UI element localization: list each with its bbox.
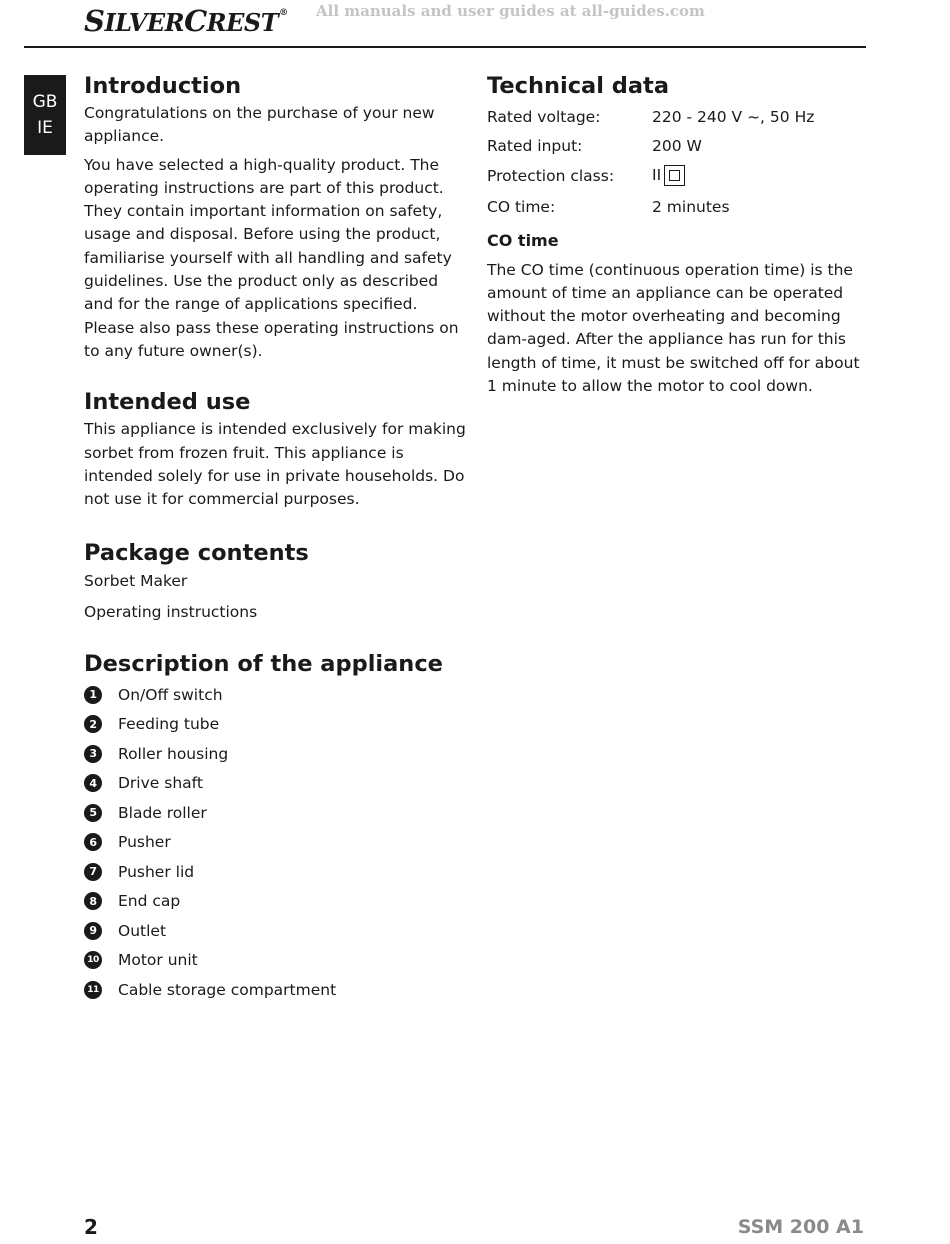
list-item (84, 916, 469, 946)
part-label: Pusher (118, 833, 171, 852)
list-item (84, 798, 469, 828)
intended-use-heading: Intended use (84, 389, 251, 416)
introduction-para-1: Congratulations on the purchase of your new appliance. (84, 104, 435, 146)
parts-list (84, 680, 469, 1005)
part-number-badge: 10 (84, 951, 102, 969)
spec-value: II (652, 165, 685, 186)
part-label: Pusher lid (118, 862, 195, 881)
co-time-text: The CO time (continuous operation time) is the amount of time an appliance can be operated without the motor overheating and becoming dam-aged. After the appliance has run for this length of time, it must be switched off for about 1 minute to allow the motor to cool down. (487, 260, 860, 395)
list-item (84, 680, 469, 710)
part-number-badge: 2 (84, 715, 102, 733)
spec-row-rated-input (487, 132, 862, 162)
part-number-badge: 6 (84, 833, 102, 851)
part-label: Cable storage compartment (118, 980, 337, 999)
header-divider (24, 46, 866, 48)
spec-row-rated-voltage (487, 102, 862, 132)
part-label: On/Off switch (118, 685, 223, 704)
page-number: 2 (84, 1215, 98, 1239)
intended-use-text: This appliance is intended exclusively for making sorbet from frozen fruit. This appliance is intended solely for use in private households. Do not use it for commercial purposes. (84, 420, 466, 509)
spec-label: CO time: (487, 198, 556, 216)
list-item (84, 828, 469, 858)
part-number-badge: 1 (84, 686, 102, 704)
part-number-badge: 11 (84, 981, 102, 999)
list-item (84, 857, 469, 887)
list-item (84, 887, 469, 917)
part-label: End cap (118, 892, 181, 911)
spec-row-co-time (487, 191, 862, 224)
part-number-badge: 3 (84, 745, 102, 763)
co-time-section (487, 229, 862, 399)
spec-label: Rated input: (487, 137, 583, 156)
part-label: Outlet (118, 921, 167, 940)
spec-value: 2 minutes (652, 198, 730, 216)
right-column (487, 70, 862, 398)
package-contents-heading: Package contents (84, 540, 309, 567)
language-tab (24, 75, 66, 155)
part-label: Drive shaft (118, 774, 203, 793)
description-heading: Description of the appliance (84, 651, 443, 678)
list-item (84, 710, 469, 740)
spec-value: 220 - 240 V ~, 50 Hz (652, 107, 815, 126)
part-number-badge: 7 (84, 863, 102, 881)
double-square-class-ii-icon (664, 165, 685, 186)
technical-data-section (487, 70, 862, 224)
list-item (84, 946, 469, 976)
model-number: SSM 200 A1 (737, 1216, 864, 1238)
part-label: Blade roller (118, 803, 207, 822)
language-code-ie: IE (37, 118, 53, 138)
package-contents-section (84, 537, 469, 624)
introduction-para-2: You have selected a high-quality product. The operating instructions are part of this product. They contain important information on safety, usage and disposal. Before using the product, familiarise yourself with all handling and safety guidelines. Use the product only as described and for the range of applications specified. Please also pass these operating instructions on to any future owner(s). (84, 155, 459, 360)
list-item (84, 739, 469, 769)
technical-data-heading: Technical data (487, 73, 669, 99)
part-label: Motor unit (118, 951, 198, 970)
introduction-section (84, 70, 469, 363)
spec-label: Protection class: (487, 166, 615, 185)
brand-logo: SILVERCREST® (84, 4, 288, 38)
part-number-badge: 9 (84, 922, 102, 940)
left-column (84, 70, 469, 1005)
list-item (84, 975, 469, 1005)
list-item (84, 769, 469, 799)
part-number-badge: 8 (84, 892, 102, 910)
part-label: Feeding tube (118, 715, 220, 734)
spec-row-protection-class (487, 161, 862, 191)
part-label: Roller housing (118, 744, 229, 763)
part-number-badge: 4 (84, 774, 102, 792)
package-item: Operating instructions (84, 602, 258, 621)
spec-value: 200 W (652, 137, 702, 156)
package-item: Sorbet Maker (84, 572, 188, 591)
co-time-heading: CO time (487, 230, 559, 250)
spec-label: Rated voltage: (487, 107, 601, 126)
intended-use-section (84, 386, 469, 511)
introduction-heading: Introduction (84, 73, 242, 99)
part-number-badge: 5 (84, 804, 102, 822)
watermark-text: All manuals and user guides at all-guides.com (316, 2, 705, 20)
language-code-gb: GB (32, 92, 58, 112)
description-section (84, 648, 469, 1005)
